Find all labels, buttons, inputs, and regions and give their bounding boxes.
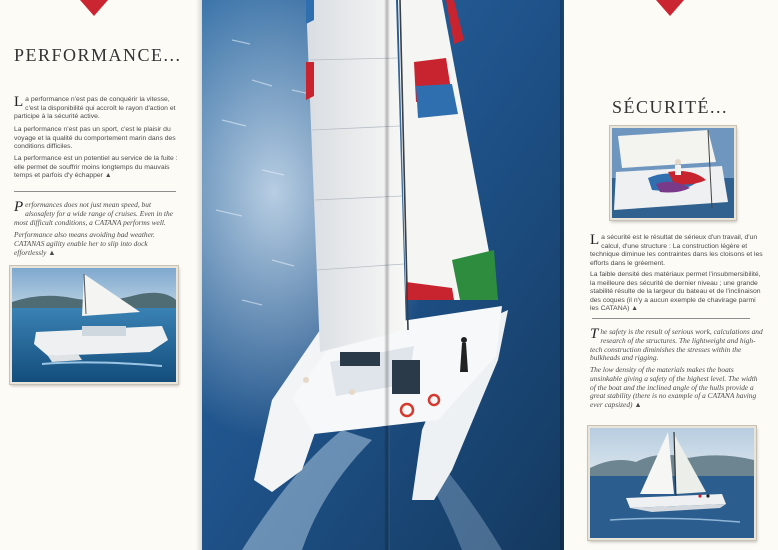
catamaran-harbor-photo bbox=[10, 266, 178, 384]
securite-fr-paragraph-2: La faible densité des matériaux permet l'insubmersibilité, la meilleure des sécurité de dernier niveau ; une grande stabilité résulte de la largeur du bateau et de l'inclinaison des coques (il n'y a aucun exemple de chavirage parmi les CATANA) ▲ bbox=[590, 271, 761, 313]
performance-fr-paragraph-1: La performance n'est pas de conquérir la vitesse, c'est la disponibilité qui accroît le rayon d'action et participe à la sécurité active. bbox=[14, 94, 176, 121]
securite-title: SÉCURITÉ... bbox=[612, 97, 729, 117]
divider bbox=[14, 191, 176, 192]
catamaran-sailing-photo bbox=[588, 426, 756, 540]
performance-fr-paragraph-2: La performance n'est pas un sport, c'est le plaisir du voyage et la qualité du comportement marin dans des conditions difficiles. bbox=[14, 126, 176, 151]
divider bbox=[592, 318, 750, 319]
drop-cap: L bbox=[590, 232, 600, 248]
sailing-catamaran-aerial-image bbox=[202, 0, 564, 550]
catamaran-under-sail-image bbox=[590, 428, 754, 538]
drop-cap: L bbox=[14, 94, 24, 110]
performance-en-paragraph-1: Performances does not just mean speed, but alsosafety for a wide range of cruises. Even in the most difficult conditions, a CATANA performs well. bbox=[14, 199, 173, 227]
center-fold bbox=[384, 0, 390, 550]
cockpit-crew-image bbox=[612, 128, 734, 218]
securite-fr-paragraph-1: La sécurité est le résultat de sérieux d'un travail, d'un calcul, d'une structure : La construction légère et technique diminue les contraintes dans les cloisons et les efforts dans le gréement. bbox=[590, 232, 763, 267]
performance-title: PERFORMANCE... bbox=[14, 45, 182, 65]
red-diamond-marker bbox=[80, 0, 108, 16]
drop-cap: T bbox=[590, 326, 599, 342]
performance-en-paragraph-2: Performance also means avoiding bad weather. CATANAS agility enable her to slip into dock effortlessly ▲ bbox=[14, 230, 155, 257]
securite-en-paragraph-2: The low density of the materials makes the boats unsinkable giving a safety of the highest level. The width of the boat and the inclined angle of the hulls provide a great stability (there is no example of a CATANA having ever capsized) ▲ bbox=[590, 365, 758, 410]
red-diamond-marker bbox=[656, 0, 684, 16]
right-page bbox=[564, 0, 778, 550]
left-page bbox=[0, 0, 202, 550]
main-catamaran-photo bbox=[202, 0, 564, 550]
performance-fr-paragraph-3: La performance est un potentiel au service de la fuite : elle permet de souffrir moins longtemps du mauvais temps et parfois d'y échapper ▲ bbox=[14, 155, 178, 180]
drop-cap: P bbox=[14, 199, 24, 215]
cockpit-photo bbox=[610, 126, 736, 220]
securite-en-paragraph-1: The safety is the result of serious work, calculations and research of the structures. The lightweight and high-tech construction diminishes the stresses within the bulkheads and rigging. bbox=[590, 326, 763, 363]
catamaran-harbor-image bbox=[12, 268, 176, 382]
